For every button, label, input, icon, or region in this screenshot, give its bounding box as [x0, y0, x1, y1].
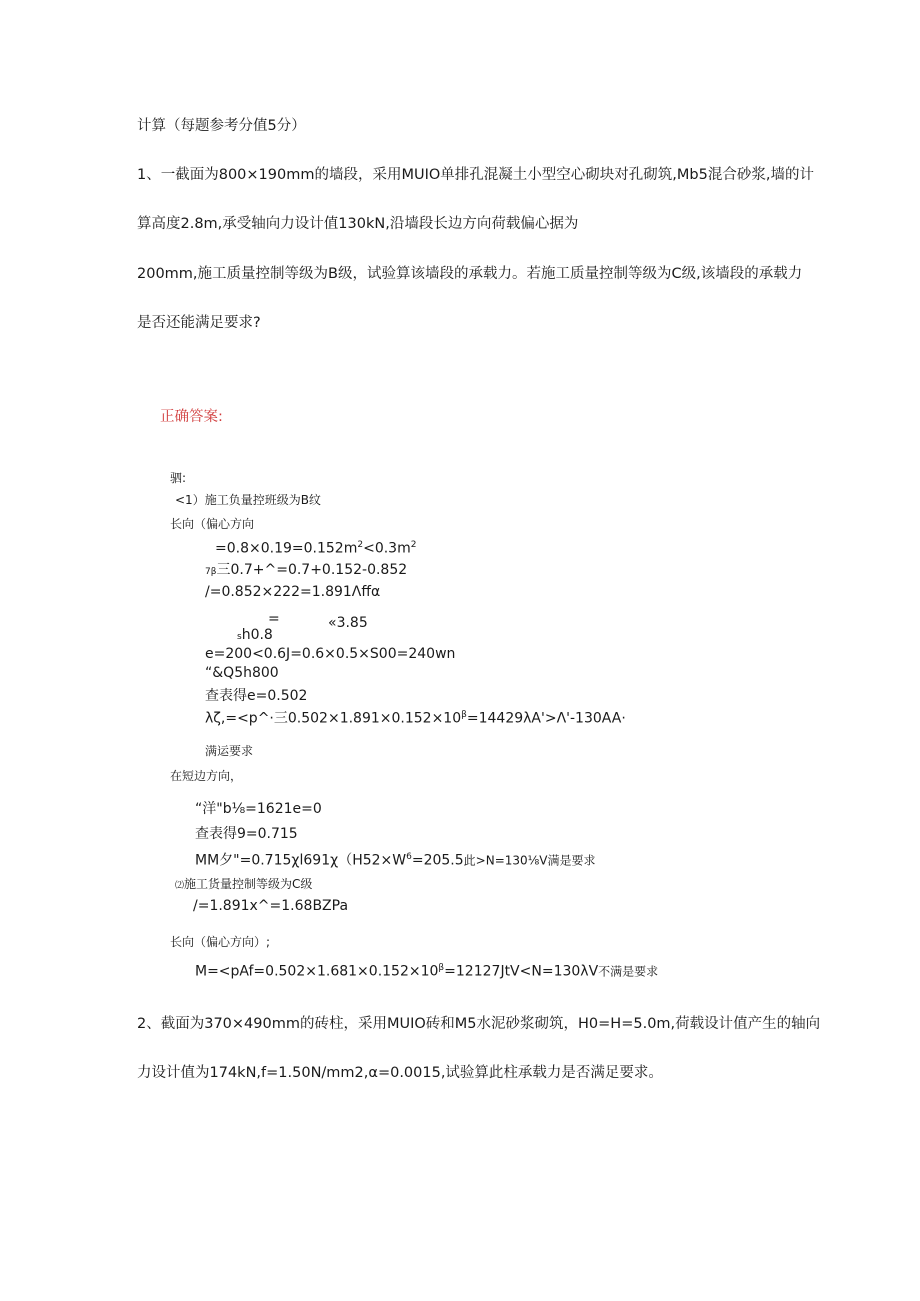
answer-line-7-equals: =: [268, 611, 280, 627]
short-side-value: =205.5: [411, 852, 464, 869]
question-1-line-1: 1、一截面为800×190mm的墙段，采用MUIO单排孔混凝土小型空心砌块对孔砌筑,Mb5混合砂浆,墙的计: [137, 167, 814, 183]
grade-c-value: =12127JtV<N=130λV: [444, 963, 599, 980]
answer-line-8: [237, 627, 273, 644]
gamma-formula: 三0.7+^=0.7+0.152-0.852: [216, 562, 408, 578]
answer-line-18: [175, 877, 312, 892]
answer-line-4: [215, 540, 416, 557]
answer-line-1: 驷:: [170, 471, 187, 485]
answer-line-3: 长向（偏心方向: [170, 517, 255, 531]
area-superscript-1: 2: [357, 540, 364, 550]
answer-line-19: /=1.891x^=1.68BZPa: [193, 898, 349, 914]
capacity-formula-start: λζ,=<p^·三0.502×1.891×0.152×10: [205, 710, 462, 727]
answer-line-20: 长向（偏心方向）;: [170, 935, 271, 949]
answer-line-11: 查表得e=0.502: [205, 688, 308, 704]
answer-line-12: [205, 710, 626, 727]
answer-line-16: 查表得9=0.715: [195, 826, 298, 842]
answer-label: 正确答案:: [160, 409, 223, 425]
question-2-line-1: 2、截面为370×490mm的砖柱，采用MUIO砖和M5水泥砂浆砌筑，H0=H=5.0m,荷载设计值产生的轴向: [137, 1016, 821, 1032]
capacity-superscript: β: [461, 710, 467, 720]
answer-line-15: “洋"b⅛=1621e=0: [195, 801, 322, 817]
short-side-conclusion: 此>N=130⅛V满是要求: [463, 853, 596, 868]
area-formula: =0.8×0.19=0.152m: [215, 540, 358, 557]
answer-line-5: [205, 562, 407, 579]
part-2-heading: 施工货量控制等级为C级: [184, 877, 313, 891]
area-superscript-2: 2: [410, 540, 417, 550]
question-1-line-4: 是否还能满足要求?: [137, 315, 261, 331]
answer-line-7-value: «3.85: [328, 615, 368, 631]
answer-line-13: 满运要求: [205, 744, 254, 758]
h-ratio: h0.8: [241, 627, 273, 643]
short-side-formula: MM夕"=0.715χl691χ（H52×W: [195, 852, 407, 869]
s-prefix: s: [237, 632, 242, 642]
answer-line-9: e=200<0.6J=0.6×0.5×S00=240wn: [205, 646, 456, 662]
grade-c-conclusion: 不满是要求: [598, 964, 659, 979]
question-1-line-2: 算高度2.8m,承受轴向力设计值130kN,沿墙段长边方向荷载偏心据为: [137, 216, 579, 232]
answer-line-14: 在短边方向，: [170, 769, 243, 783]
question-2-line-2: 力设计值为174kN,f=1.50N∕mm2,α=0.0015,试验算此柱承载力是否满足要求。: [137, 1065, 663, 1081]
grade-c-superscript: β: [438, 963, 445, 973]
area-limit: <0.3m: [363, 540, 411, 557]
grade-c-formula: M=<pAf=0.502×1.681×0.152×10: [195, 963, 439, 980]
capacity-formula-end: =14429λA'>Λ'-130AA·: [466, 710, 626, 727]
question-1-line-3: 200mm,施工质量控制等级为B级，试验算该墙段的承载力。若施工质量控制等级为C级,该墙段的承载力: [137, 266, 803, 282]
gamma-subscript: 7β: [205, 567, 217, 577]
answer-line-17: [195, 852, 596, 869]
answer-line-6: /=0.852×222=1.891Λffα: [205, 584, 381, 600]
short-side-superscript: 6: [406, 852, 412, 862]
part-2-marker: ⑵: [175, 881, 185, 891]
answer-line-10: “&Q5h800: [205, 665, 279, 681]
answer-line-21: [195, 963, 658, 980]
section-title: 计算（每题参考分值5分）: [137, 118, 306, 134]
answer-line-2: <1）施工负量控班级为B纹: [175, 493, 321, 507]
